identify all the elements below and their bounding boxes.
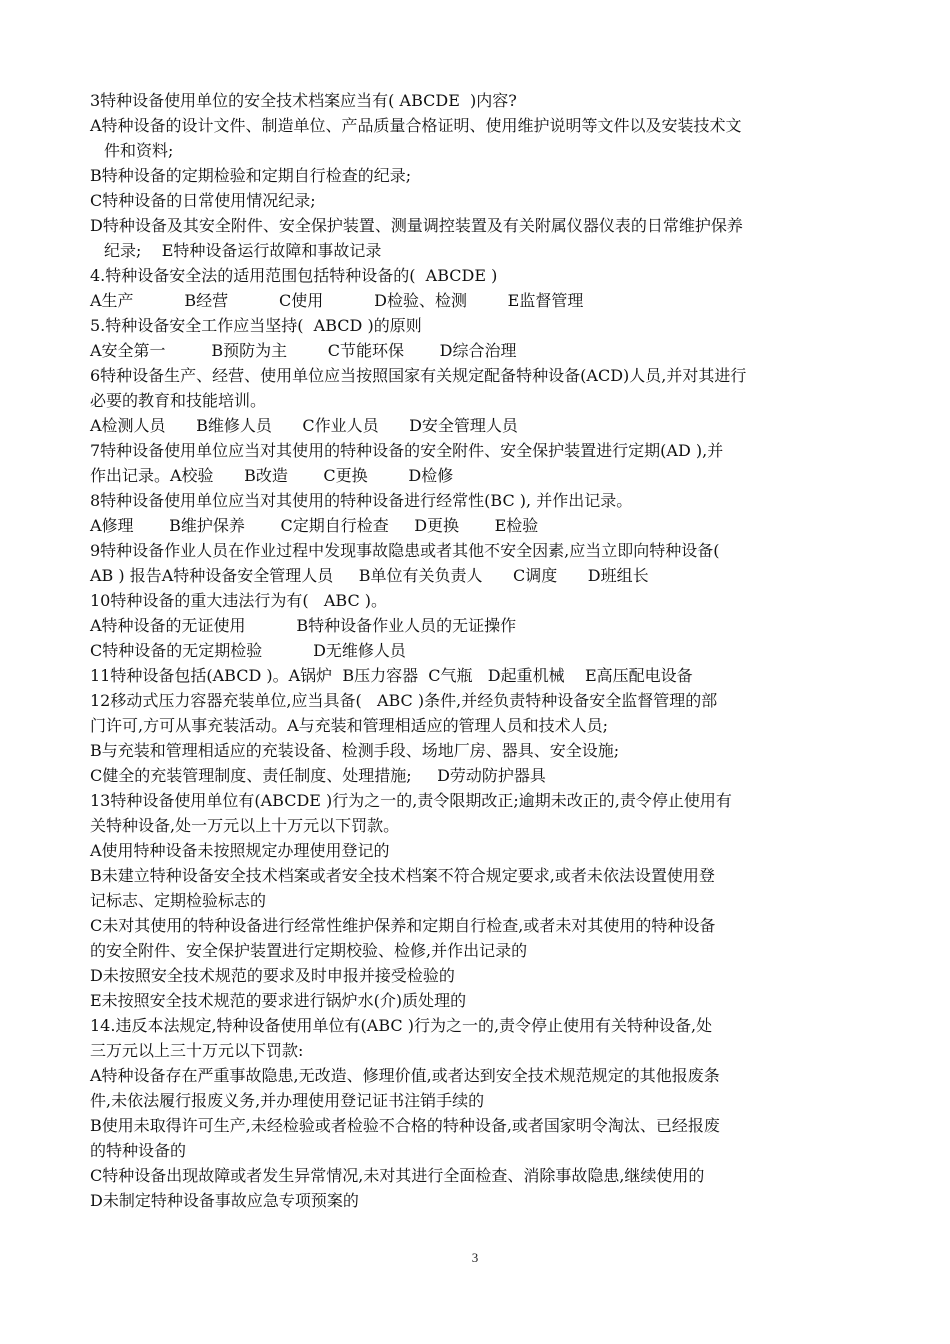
question-13-option-a: A使用特种设备未按照规定办理使用登记的 — [90, 841, 390, 860]
question-14-option-a: A特种设备存在严重事故隐患,无改造、修理价值,或者达到安全技术规范规定的其他报废条 — [90, 1066, 720, 1085]
question-14-stem-cont: 三万元以上三十万元以下罚款: — [90, 1041, 304, 1060]
question-12-stem: 12移动式压力容器充装单位,应当具备( ABC )条件,并经负责特种设备安全监督管理的部 — [90, 691, 718, 710]
question-6-stem-cont: 必要的教育和技能培训。 — [90, 391, 267, 410]
question-8-stem: 8特种设备使用单位应当对其使用的特种设备进行经常性(BC ), 并作出记录。 — [90, 491, 633, 510]
question-3-option-b: B特种设备的定期检验和定期自行检查的纪录; — [90, 166, 412, 185]
question-13-option-c: C未对其使用的特种设备进行经常性维护保养和定期自行检查,或者未对其使用的特种设备 — [90, 916, 716, 935]
question-3-stem: 3特种设备使用单位的安全技术档案应当有( ABCDE )内容? — [90, 91, 517, 110]
question-11: 11特种设备包括(ABCD )。A锅炉 B压力容器 C气瓶 D起重机械 E高压配电设备 — [90, 666, 693, 685]
question-3-option-d-e: 纪录; E特种设备运行故障和事故记录 — [104, 241, 382, 260]
question-12-stem-cont: 门许可,方可从事充装活动。A与充装和管理相适应的管理人员和技术人员; — [90, 716, 609, 735]
question-13-option-d: D未按照安全技术规范的要求及时申报并接受检验的 — [90, 966, 455, 985]
question-6-stem: 6特种设备生产、经营、使用单位应当按照国家有关规定配备特种设备(ACD)人员,并对其进行 — [90, 366, 747, 385]
question-13-option-b-cont: 记标志、定期检验标志的 — [90, 891, 267, 910]
question-14-option-b: B使用未取得许可生产,未经检验或者检验不合格的特种设备,或者国家明令淘汰、已经报废 — [90, 1116, 720, 1135]
question-3-option-d: D特种设备及其安全附件、安全保护装置、测量调控装置及有关附属仪器仪表的日常维护保养 — [90, 216, 743, 235]
question-9-options: AB ) 报告A特种设备安全管理人员 B单位有关负责人 C调度 D班组长 — [90, 566, 649, 585]
question-13-stem: 13特种设备使用单位有(ABCDE )行为之一的,责令限期改正;逾期未改正的,责令停止使用有 — [90, 791, 732, 810]
question-6-options: A检测人员 B维修人员 C作业人员 D安全管理人员 — [90, 416, 518, 435]
document-body — [90, 88, 862, 1213]
question-4-options: A生产 B经营 C使用 D检验、检测 E监督管理 — [90, 291, 584, 310]
question-14-option-c: C特种设备出现故障或者发生异常情况,未对其进行全面检查、消除事故隐患,继续使用的 — [90, 1166, 705, 1185]
question-12-option-b: B与充装和管理相适应的充装设备、检测手段、场地厂房、器具、安全设施; — [90, 741, 620, 760]
question-5-stem: 5.特种设备安全工作应当坚持( ABCD )的原则 — [90, 316, 422, 335]
page-number: 3 — [471, 1250, 479, 1265]
question-10-stem: 10特种设备的重大违法行为有( ABC )。 — [90, 591, 388, 610]
question-13-option-e: E未按照安全技术规范的要求进行锅炉水(介)质处理的 — [90, 991, 467, 1010]
question-14-stem: 14.违反本法规定,特种设备使用单位有(ABC )行为之一的,责令停止使用有关特种设备,处 — [90, 1016, 713, 1035]
question-10-options-ab: A特种设备的无证使用 B特种设备作业人员的无证操作 — [90, 616, 517, 635]
question-10-options-cd: C特种设备的无定期检验 D无维修人员 — [90, 641, 406, 660]
question-3-option-c: C特种设备的日常使用情况纪录; — [90, 191, 316, 210]
question-7-stem: 7特种设备使用单位应当对其使用的特种设备的安全附件、安全保护装置进行定期(AD ),并 — [90, 441, 724, 460]
question-3-option-a: A特种设备的设计文件、制造单位、产品质量合格证明、使用维护说明等文件以及安装技术文 — [90, 116, 742, 135]
question-8-options: A修理 B维护保养 C定期自行检查 D更换 E检验 — [90, 516, 539, 535]
question-14-option-d: D未制定特种设备事故应急专项预案的 — [90, 1191, 359, 1210]
question-12-option-cd: C健全的充装管理制度、责任制度、处理措施; D劳动防护器具 — [90, 766, 546, 785]
question-14-option-b-cont: 的特种设备的 — [90, 1141, 187, 1160]
question-13-option-b: B未建立特种设备安全技术档案或者安全技术档案不符合规定要求,或者未依法设置使用登 — [90, 866, 715, 885]
question-3-option-a-cont: 件和资料; — [104, 141, 174, 160]
question-7-options: 作出记录。A校验 B改造 C更换 D检修 — [90, 466, 454, 485]
question-14-option-a-cont: 件,未依法履行报废义务,并办理使用登记证书注销手续的 — [90, 1091, 485, 1110]
question-13-option-c-cont: 的安全附件、安全保护装置进行定期校验、检修,并作出记录的 — [90, 941, 528, 960]
question-9-stem: 9特种设备作业人员在作业过程中发现事故隐患或者其他不安全因素,应当立即向特种设备( — [90, 541, 720, 560]
question-4-stem: 4.特种设备安全法的适用范围包括特种设备的( ABCDE ) — [90, 266, 498, 285]
question-5-options: A安全第一 B预防为主 C节能环保 D综合治理 — [90, 341, 517, 360]
question-13-stem-cont: 关特种设备,处一万元以上十万元以下罚款。 — [90, 816, 400, 835]
